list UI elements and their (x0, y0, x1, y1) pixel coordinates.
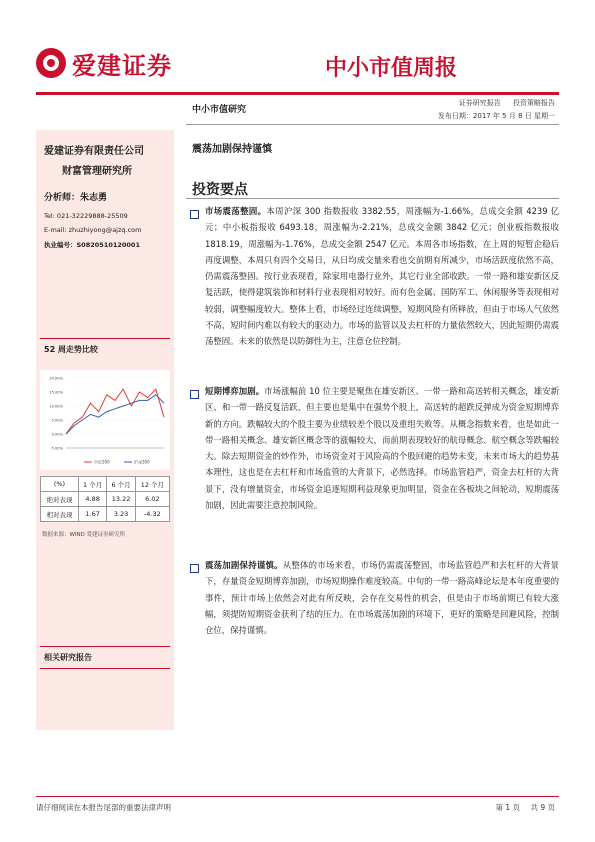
table-cell: 相对表现 (41, 507, 79, 522)
paragraph-game (205, 383, 559, 513)
bullet-icon (190, 390, 199, 399)
page-number (488, 802, 555, 813)
chart-section-line (40, 338, 170, 339)
table-cell: 6.02 (135, 492, 169, 507)
related-reports-title: 相关研究报告 (44, 653, 92, 662)
data-source: 数据来源：WIND 爱建证券研究所 (42, 532, 126, 538)
legend-label: 沪深300 (134, 459, 150, 465)
company-name: 爱建证券有限责任公司 (44, 146, 144, 157)
table-cell: 3.23 (107, 507, 135, 522)
paragraph-lead: 震荡加剧保持谨慎。 (205, 560, 283, 570)
table-header-row (41, 477, 170, 492)
section-divider (186, 198, 559, 199)
strategy-type: 投资策略报告 (513, 99, 555, 107)
performance-table (40, 476, 170, 522)
bullet-icon (190, 210, 199, 219)
section-title: 投资要点 (192, 182, 248, 198)
related-section-line-bottom (40, 668, 170, 669)
paragraph-lead: 市场震荡整固。 (205, 206, 267, 216)
y-tick-label: 20.00% (49, 376, 63, 381)
license-number: 执业编号：S0820510120001 (44, 241, 140, 249)
paragraph-body: 本周沪深 300 指数报收 3382.55，周涨幅为-1.66%，总成交金额 4239 亿元；中小板指报收 6493.18，周涨幅为-2.21%，总成交金额 3842 亿元；创业板指数报收 1818.19，周涨幅为-1.76%，总成交金额 2547 亿元。本周各市场指数，在上周的短暂企稳后再度调整，本周只有四个交易日，从日均成交量来看也交前期有所减少，市场活跃度依然不高，仍需震荡整固。按行业表现看，除家用电器行业外，其它行业全部收跌。一带一路和雄安新区反复活跃，使得建筑装饰和材料行业表现相对较好。而有色金属、国防军工、休闲服务等表现相对较弱，调整幅度较大。整体上看，市场经过连续调整，短期风险有所释放，但由于市场人气依然不高，短时间内难以有较大的驱动力。市场的监管以及去杠杆的力量依然较大，因此短期仍需震荡整固。未来的依然是以防御性为主，注意仓位控制。 (205, 206, 560, 347)
research-category: 中小市值研究 (192, 105, 247, 115)
table-cell: 6 个月 (107, 477, 135, 492)
table-cell: 绝对表现 (41, 492, 79, 507)
report-title: 中小市值周报 (324, 56, 457, 81)
paragraph-caution (205, 557, 559, 638)
headline: 震荡加剧保持谨慎 (192, 144, 272, 155)
table-cell: -4.32 (135, 507, 169, 522)
table-cell: 4.88 (78, 492, 106, 507)
brand-name: 爱建证券 (72, 50, 172, 80)
analyst-name: 分析师：朱志勇 (44, 193, 108, 203)
page-total: 共 9 页 (530, 803, 555, 812)
trend-chart (40, 370, 170, 470)
table-cell: 1 个月 (78, 477, 106, 492)
series-line (66, 389, 164, 434)
chart-section-title: 52 周走势比较 (44, 345, 98, 354)
y-tick-label: 5.00% (51, 418, 63, 423)
brand-logo (36, 46, 196, 80)
trend-chart-svg (40, 370, 170, 470)
department-name: 财富管理研究所 (62, 166, 132, 177)
legal-notice: 请仔细阅读在本报告尾部的重要法律声明 (36, 803, 171, 812)
y-tick-label: 10.00% (49, 404, 63, 409)
analyst-email[interactable]: E-mail: zhuzhiyong@ajzq.com (44, 226, 142, 234)
header-divider (36, 92, 559, 95)
subheader-divider (186, 124, 559, 125)
table-row (41, 492, 170, 507)
brand-logo-icon (36, 48, 66, 78)
table-cell: 1.67 (78, 507, 106, 522)
paragraph-lead: 短期博弈加剧。 (205, 386, 265, 396)
paragraph-market (205, 203, 559, 350)
table-cell: (%) (41, 477, 79, 492)
paragraph-body: 从整体的市场来看，市场仍需震荡整固，市场监管趋严和去杠杆的大背景下，存量资金短期博弈加剧，市场短期操作难度较高。中旬的一带一路高峰论坛是本年度重要的事件，预计市场上依然会对此有所反映，会存在交易性的机会，但是由于市场前期已有较大涨幅，须提防短期资金获利了结的压力。在市场震荡加剧的环境下，更好的策略是回避风险，控制仓位，保持谨慎。 (205, 560, 559, 636)
page-current: 第 1 页 (495, 803, 521, 812)
report-type-line (449, 98, 555, 108)
table-cell: 13.22 (107, 492, 135, 507)
report-type: 证券研究报告 (458, 99, 501, 107)
table-cell: 12 个月 (135, 477, 169, 492)
y-tick-label: 15.00% (49, 390, 63, 395)
legend-label: 中证500 (94, 459, 110, 465)
bullet-icon (190, 564, 199, 573)
table-row (41, 507, 170, 522)
y-tick-label: 0.00% (51, 432, 63, 437)
related-section-line (40, 646, 170, 647)
y-tick-label: -5.00% (50, 446, 63, 451)
publish-date: 发布日期：2017 年 5 月 8 日 星期一 (437, 112, 555, 120)
analyst-tel: Tel: 021-32229888-25509 (44, 212, 128, 220)
paragraph-body: 市场涨幅前 10 位主要是聚焦在雄安新区、一带一路和高送转相关概念，雄安新区、和一带一路反复活跃，但主要也是集中在强势个股上，高送转的超跌反弹成为资金短期博弈新的方向。跌幅较大的个股主要为业绩较差个股以及重组失败等。从概念指数来看，也是如此一带一路相关概念、雄安新区概念等的涨幅较大，而前期表现较好的航母概念、航空概念等跌幅较大。除去短期资金的炒作外，市场资金对于风险高的个股回避的趋势未变，未来市场大的趋势基本理性，这也是在去杠杆和市场监管的大背景下，必然选择。市场监管趋严，资金去杠杆的大背景下，没有增量资金，市场资金追逐短期利益现象更加明显，资金在各板块之间轮动，短期震荡加剧，因此需要注意控制风险。 (205, 386, 559, 511)
footer-divider (36, 796, 559, 797)
